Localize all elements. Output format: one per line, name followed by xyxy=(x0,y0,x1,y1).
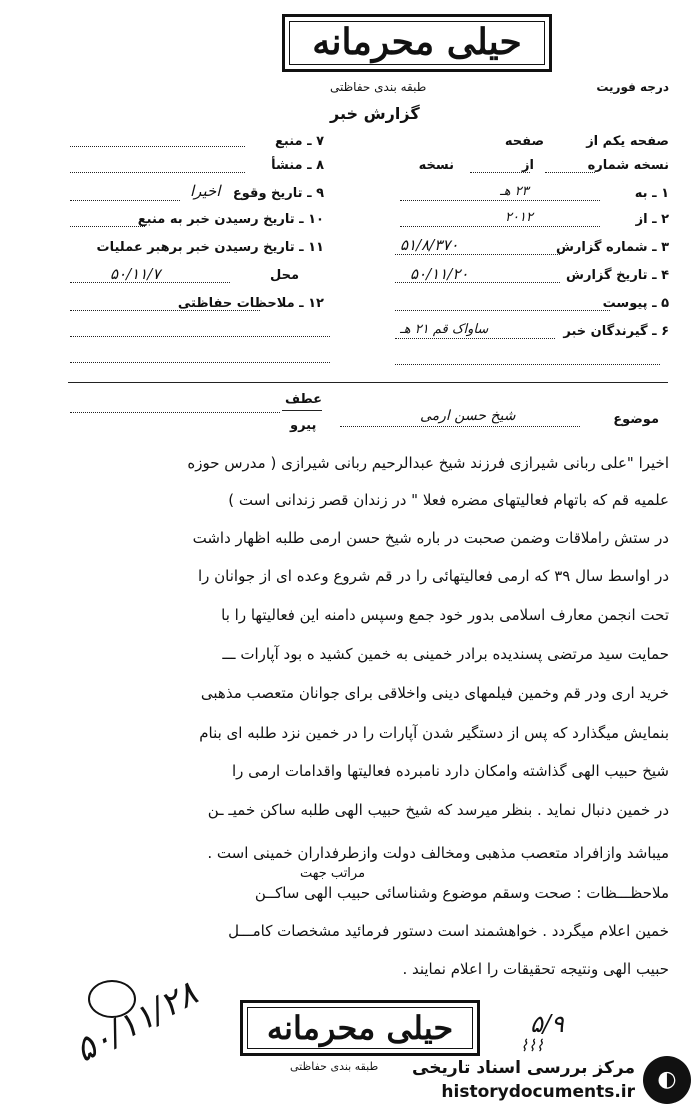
footer-classification-caption: طبقه بندی حفاظتی xyxy=(290,1060,379,1073)
page-label: صفحه یکم از xyxy=(586,134,669,149)
copy-number-dots xyxy=(545,172,595,173)
body-line: حبیب الهی ونتیجه تحقیقات را اعلام نمایند . xyxy=(402,960,669,978)
priority-label: درجه فوریت xyxy=(596,80,669,94)
classification-caption: طبقه بندی حفاظتی xyxy=(330,80,427,94)
event-date-dots xyxy=(70,200,180,201)
report-title: گزارش خبر xyxy=(330,104,420,123)
body-line: خمین اعلام میگردد . خواهشمند است دستور فرمائید مشخصات کامـــل xyxy=(228,922,669,940)
watermark-url: historydocuments.ir xyxy=(441,1082,635,1102)
report-date-value: ۵۰/۱۱/۲۰ xyxy=(410,265,469,283)
place-value: ۵۰/۱۱/۷ xyxy=(110,265,161,283)
body-line: میباشد وازافراد متعصب مذهبی ومخالف دولت وازطرفداران خمینی است . xyxy=(207,844,669,862)
to-value: ۲۳ هـ xyxy=(500,184,529,199)
body-line: در ستش راملاقات وضمن صحبت در باره شیخ حسن ارمی طلبه اظهار داشت xyxy=(192,529,669,547)
report-number-label: ۳ ـ شماره گزارش xyxy=(555,240,669,255)
signature: ⌇⌇⌇ xyxy=(520,1036,544,1055)
copy-total-dots xyxy=(470,172,530,173)
attachment-label: ۵ ـ پیوست xyxy=(602,296,669,311)
recipients-dots xyxy=(395,338,555,339)
recipients-label: ۶ ـ گیرندگان خبر xyxy=(563,324,669,339)
attachment-dots xyxy=(395,310,610,311)
footer-classification-text: حیلی محرمانه xyxy=(266,1009,454,1047)
source-label: ۷ ـ منبع xyxy=(275,134,324,149)
ref-label: عطف xyxy=(285,392,323,407)
copy-label: نسخه شماره xyxy=(587,158,669,173)
to-label: ۱ ـ به xyxy=(634,186,669,201)
from-label: ۲ ـ از xyxy=(635,212,669,227)
event-date-value: اخیرا xyxy=(190,182,221,200)
security-notes-dots-3 xyxy=(70,362,330,363)
event-date-label: ۹ ـ تاریخ وقوع xyxy=(232,186,324,201)
archive-watermark xyxy=(391,1056,691,1110)
recipients-dots-2 xyxy=(395,364,660,365)
received-source-label: ۱۰ ـ تاریخ رسیدن خبر به منبع xyxy=(137,212,324,227)
ref-dots xyxy=(70,412,280,413)
received-source-dots xyxy=(70,226,145,227)
subject-label: موضوع xyxy=(613,412,659,427)
body-line: تحت انجمن معارف اسلامی بدور خود جمع وسپس دامنه این فعالیتها را با xyxy=(221,606,669,624)
body-line: حمایت سید مرتضی پسندیده برادر خمینی به خمین کشید ه بود آپارات ـــ xyxy=(222,645,669,663)
annotation-date: ۵۰/۱۱/۲۸ xyxy=(68,973,205,1071)
body-line: در خمین دنبال نماید . بنظر میرسد که شیخ حبیب الهی طلبه ساکن خمیـ ـن xyxy=(207,801,669,819)
ref-divider xyxy=(282,410,322,411)
body-insert-note: مراتب جهت xyxy=(300,866,366,881)
body-line: علمیه قم که باتهام فعالیتهای مضره فعلا " در زندان قصر زندانی است ) xyxy=(228,491,669,509)
body-line: ملاحظـــظات : صحت وسقم موضوع وشناسائی حبیب الهی ساکــن xyxy=(254,884,669,902)
copy-from: از xyxy=(522,158,534,173)
annotation-number: ۵/۹ xyxy=(530,1010,564,1038)
archive-logo-icon: ◐ xyxy=(643,1056,691,1104)
body-line: در اواسط سال ۳۹ که ارمی فعالیتهائی را در قم شروع وعده ای از جوانان را xyxy=(197,567,669,585)
recipients-value: ساواک قم ۲۱ هـ xyxy=(400,322,489,337)
watermark-org-name: مرکز بررسی اسناد تاریخی xyxy=(412,1058,635,1078)
received-leader-label: ۱۱ ـ تاریخ رسیدن خبر برهبر عملیات xyxy=(96,240,324,255)
body-line: خرید اری ودر قم وخمین فیلمهای دینی واخلاقی برای جوانان متعصب مذهبی xyxy=(200,684,669,702)
classification-stamp-text: حیلی محرمانه xyxy=(312,21,522,63)
body-line: شیخ حبیب الهی گذاشته وامکان دارد نامبرده فعالیتها واقدامات ارمی را xyxy=(232,762,669,780)
report-number-value: ۵۱/۸/۳۷۰ xyxy=(400,236,459,254)
follow-label: پیرو xyxy=(290,418,317,433)
security-notes-dots-2 xyxy=(70,336,330,337)
origin-label: ۸ ـ منشأ xyxy=(271,158,324,173)
page-suffix: صفحه xyxy=(504,134,544,149)
section-divider xyxy=(68,382,668,383)
origin-dots xyxy=(70,172,245,173)
footer-classification-stamp xyxy=(240,1000,480,1056)
from-dots xyxy=(400,226,600,227)
body-line: بنمایش میگذارد که پس از دستگیر شدن آپارات را در خمین نزد طلبه ای بنام xyxy=(199,724,669,742)
classification-stamp xyxy=(282,14,552,72)
to-dots xyxy=(400,200,600,201)
place-label: محل xyxy=(269,268,299,283)
subject-value: شیخ حسن ارمی xyxy=(420,408,516,424)
body-line: اخیرا "علی ربانی شیرازی فرزند شیخ عبدالرحیم ربانی شیرازی ( مدرس حوزه xyxy=(187,454,669,472)
source-dots xyxy=(70,146,245,147)
report-date-label: ۴ ـ تاریخ گزارش xyxy=(566,268,669,283)
copy-suffix: نسخه xyxy=(418,158,454,173)
from-value: ۲۰۱۲ xyxy=(505,210,533,225)
report-number-dots xyxy=(395,254,560,255)
subject-dots xyxy=(340,426,580,427)
security-notes-label: ۱۲ ـ ملاحظات حفاظتی xyxy=(177,296,324,311)
